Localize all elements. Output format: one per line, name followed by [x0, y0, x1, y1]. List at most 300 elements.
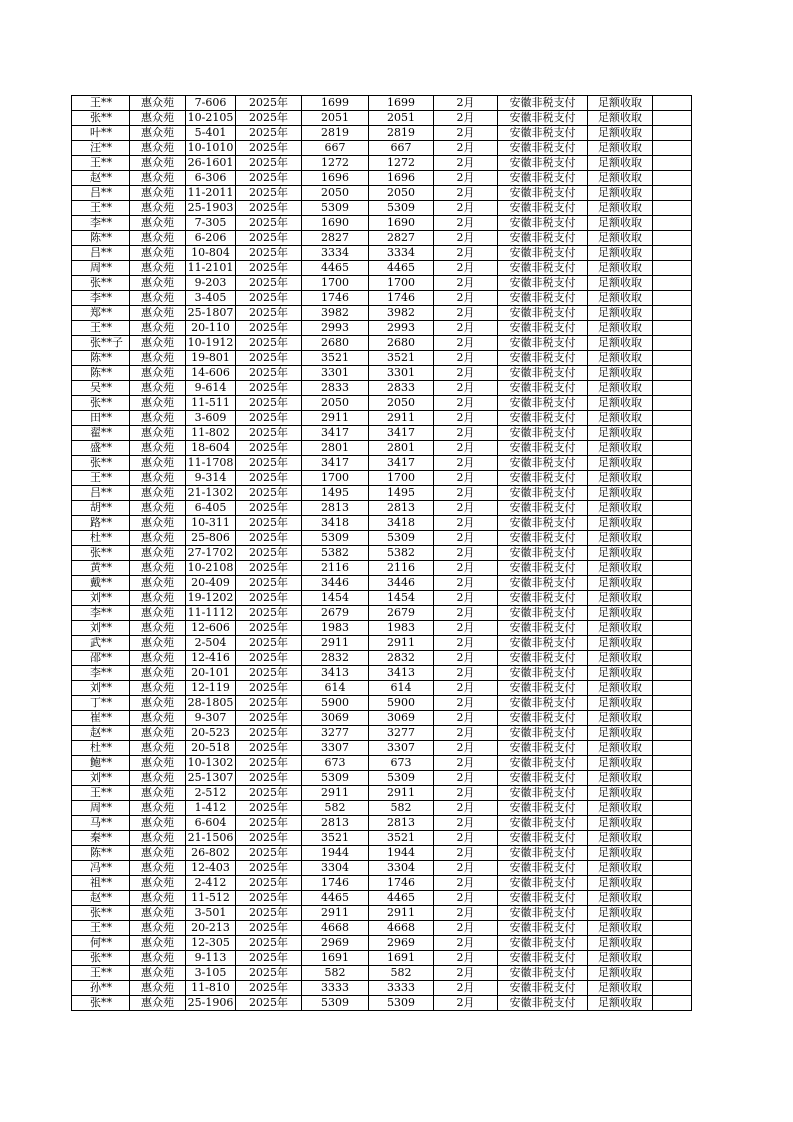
- table-row: [72, 816, 692, 831]
- empty-cell: [653, 126, 692, 141]
- month-cell: 2月: [434, 876, 498, 891]
- amount-due-cell: 5309: [302, 201, 369, 216]
- amount-paid-cell: 3334: [369, 246, 434, 261]
- table-row: [72, 771, 692, 786]
- month-cell: 2月: [434, 681, 498, 696]
- empty-cell: [653, 666, 692, 681]
- payment-method-cell: 安徽非税支付: [498, 336, 588, 351]
- amount-paid-cell: 2116: [369, 561, 434, 576]
- month-cell: 2月: [434, 411, 498, 426]
- year-cell: 2025年: [236, 396, 302, 411]
- table-row: [72, 666, 692, 681]
- community-cell: 惠众苑: [130, 291, 186, 306]
- month-cell: 2月: [434, 951, 498, 966]
- year-cell: 2025年: [236, 261, 302, 276]
- unit-cell: 3-501: [186, 906, 236, 921]
- name-cell: 王**: [72, 921, 130, 936]
- empty-cell: [653, 771, 692, 786]
- payment-method-cell: 安徽非税支付: [498, 636, 588, 651]
- community-cell: 惠众苑: [130, 141, 186, 156]
- year-cell: 2025年: [236, 651, 302, 666]
- amount-due-cell: 2911: [302, 906, 369, 921]
- unit-cell: 20-409: [186, 576, 236, 591]
- unit-cell: 14-606: [186, 366, 236, 381]
- amount-paid-cell: 3069: [369, 711, 434, 726]
- year-cell: 2025年: [236, 621, 302, 636]
- empty-cell: [653, 411, 692, 426]
- amount-due-cell: 3413: [302, 666, 369, 681]
- name-cell: 陈**: [72, 231, 130, 246]
- amount-due-cell: 2819: [302, 126, 369, 141]
- amount-due-cell: 5309: [302, 996, 369, 1011]
- payment-method-cell: 安徽非税支付: [498, 621, 588, 636]
- amount-paid-cell: 2680: [369, 336, 434, 351]
- empty-cell: [653, 246, 692, 261]
- payment-method-cell: 安徽非税支付: [498, 276, 588, 291]
- year-cell: 2025年: [236, 801, 302, 816]
- amount-due-cell: 2813: [302, 501, 369, 516]
- community-cell: 惠众苑: [130, 366, 186, 381]
- empty-cell: [653, 786, 692, 801]
- status-cell: 足额收取: [588, 216, 653, 231]
- name-cell: 崔**: [72, 711, 130, 726]
- empty-cell: [653, 981, 692, 996]
- year-cell: 2025年: [236, 126, 302, 141]
- amount-due-cell: 2911: [302, 786, 369, 801]
- empty-cell: [653, 861, 692, 876]
- status-cell: 足额收取: [588, 351, 653, 366]
- table-row: [72, 906, 692, 921]
- year-cell: 2025年: [236, 306, 302, 321]
- name-cell: 赵**: [72, 171, 130, 186]
- empty-cell: [653, 681, 692, 696]
- table-row: [72, 846, 692, 861]
- status-cell: 足额收取: [588, 201, 653, 216]
- year-cell: 2025年: [236, 411, 302, 426]
- amount-paid-cell: 2819: [369, 126, 434, 141]
- status-cell: 足额收取: [588, 621, 653, 636]
- unit-cell: 11-512: [186, 891, 236, 906]
- month-cell: 2月: [434, 906, 498, 921]
- unit-cell: 10-2105: [186, 111, 236, 126]
- table-row: [72, 276, 692, 291]
- amount-paid-cell: 3277: [369, 726, 434, 741]
- month-cell: 2月: [434, 936, 498, 951]
- table-row: [72, 711, 692, 726]
- month-cell: 2月: [434, 336, 498, 351]
- amount-paid-cell: 3982: [369, 306, 434, 321]
- empty-cell: [653, 636, 692, 651]
- payment-table: [71, 95, 692, 1011]
- year-cell: 2025年: [236, 711, 302, 726]
- amount-due-cell: 2801: [302, 441, 369, 456]
- status-cell: 足额收取: [588, 471, 653, 486]
- status-cell: 足额收取: [588, 501, 653, 516]
- year-cell: 2025年: [236, 516, 302, 531]
- month-cell: 2月: [434, 771, 498, 786]
- amount-paid-cell: 3446: [369, 576, 434, 591]
- year-cell: 2025年: [236, 936, 302, 951]
- month-cell: 2月: [434, 471, 498, 486]
- name-cell: 赵**: [72, 891, 130, 906]
- amount-paid-cell: 582: [369, 801, 434, 816]
- status-cell: 足额收取: [588, 231, 653, 246]
- month-cell: 2月: [434, 291, 498, 306]
- community-cell: 惠众苑: [130, 906, 186, 921]
- community-cell: 惠众苑: [130, 891, 186, 906]
- amount-due-cell: 667: [302, 141, 369, 156]
- community-cell: 惠众苑: [130, 606, 186, 621]
- payment-method-cell: 安徽非税支付: [498, 741, 588, 756]
- status-cell: 足额收取: [588, 756, 653, 771]
- status-cell: 足额收取: [588, 936, 653, 951]
- amount-due-cell: 1690: [302, 216, 369, 231]
- year-cell: 2025年: [236, 366, 302, 381]
- empty-cell: [653, 546, 692, 561]
- amount-due-cell: 3334: [302, 246, 369, 261]
- status-cell: 足额收取: [588, 696, 653, 711]
- payment-method-cell: 安徽非税支付: [498, 921, 588, 936]
- table-row: [72, 951, 692, 966]
- payment-method-cell: 安徽非税支付: [498, 321, 588, 336]
- status-cell: 足额收取: [588, 831, 653, 846]
- status-cell: 足额收取: [588, 396, 653, 411]
- month-cell: 2月: [434, 426, 498, 441]
- amount-paid-cell: 1700: [369, 276, 434, 291]
- month-cell: 2月: [434, 546, 498, 561]
- month-cell: 2月: [434, 966, 498, 981]
- amount-due-cell: 4465: [302, 261, 369, 276]
- amount-paid-cell: 2801: [369, 441, 434, 456]
- community-cell: 惠众苑: [130, 186, 186, 201]
- status-cell: 足额收取: [588, 681, 653, 696]
- unit-cell: 7-305: [186, 216, 236, 231]
- amount-due-cell: 1700: [302, 471, 369, 486]
- year-cell: 2025年: [236, 906, 302, 921]
- unit-cell: 20-213: [186, 921, 236, 936]
- year-cell: 2025年: [236, 996, 302, 1011]
- payment-method-cell: 安徽非税支付: [498, 426, 588, 441]
- month-cell: 2月: [434, 516, 498, 531]
- amount-due-cell: 1746: [302, 876, 369, 891]
- amount-due-cell: 2116: [302, 561, 369, 576]
- amount-due-cell: 2911: [302, 411, 369, 426]
- table-row: [72, 426, 692, 441]
- unit-cell: 20-101: [186, 666, 236, 681]
- community-cell: 惠众苑: [130, 96, 186, 111]
- amount-due-cell: 4465: [302, 891, 369, 906]
- table-row: [72, 246, 692, 261]
- status-cell: 足额收取: [588, 816, 653, 831]
- status-cell: 足额收取: [588, 246, 653, 261]
- empty-cell: [653, 441, 692, 456]
- unit-cell: 7-606: [186, 96, 236, 111]
- payment-method-cell: 安徽非税支付: [498, 876, 588, 891]
- amount-paid-cell: 2827: [369, 231, 434, 246]
- name-cell: 王**: [72, 156, 130, 171]
- amount-due-cell: 1746: [302, 291, 369, 306]
- month-cell: 2月: [434, 276, 498, 291]
- month-cell: 2月: [434, 306, 498, 321]
- amount-paid-cell: 2832: [369, 651, 434, 666]
- unit-cell: 10-1010: [186, 141, 236, 156]
- payment-method-cell: 安徽非税支付: [498, 756, 588, 771]
- table-body: [72, 96, 692, 1011]
- empty-cell: [653, 261, 692, 276]
- month-cell: 2月: [434, 981, 498, 996]
- payment-method-cell: 安徽非税支付: [498, 801, 588, 816]
- unit-cell: 11-810: [186, 981, 236, 996]
- table-row: [72, 726, 692, 741]
- unit-cell: 19-801: [186, 351, 236, 366]
- year-cell: 2025年: [236, 951, 302, 966]
- payment-method-cell: 安徽非税支付: [498, 966, 588, 981]
- amount-paid-cell: 2051: [369, 111, 434, 126]
- community-cell: 惠众苑: [130, 786, 186, 801]
- year-cell: 2025年: [236, 456, 302, 471]
- amount-due-cell: 4668: [302, 921, 369, 936]
- unit-cell: 6-405: [186, 501, 236, 516]
- table-row: [72, 876, 692, 891]
- status-cell: 足额收取: [588, 786, 653, 801]
- table-row: [72, 546, 692, 561]
- community-cell: 惠众苑: [130, 726, 186, 741]
- name-cell: 吕**: [72, 486, 130, 501]
- table-row: [72, 936, 692, 951]
- amount-due-cell: 3277: [302, 726, 369, 741]
- month-cell: 2月: [434, 591, 498, 606]
- payment-method-cell: 安徽非税支付: [498, 171, 588, 186]
- month-cell: 2月: [434, 996, 498, 1011]
- amount-due-cell: 2993: [302, 321, 369, 336]
- table-row: [72, 321, 692, 336]
- empty-cell: [653, 951, 692, 966]
- payment-method-cell: 安徽非税支付: [498, 576, 588, 591]
- table-row: [72, 501, 692, 516]
- amount-paid-cell: 1696: [369, 171, 434, 186]
- empty-cell: [653, 831, 692, 846]
- year-cell: 2025年: [236, 486, 302, 501]
- empty-cell: [653, 96, 692, 111]
- table-row: [72, 261, 692, 276]
- amount-due-cell: 2680: [302, 336, 369, 351]
- community-cell: 惠众苑: [130, 321, 186, 336]
- table-row: [72, 636, 692, 651]
- table-row: [72, 291, 692, 306]
- community-cell: 惠众苑: [130, 831, 186, 846]
- month-cell: 2月: [434, 636, 498, 651]
- table-row: [72, 141, 692, 156]
- year-cell: 2025年: [236, 381, 302, 396]
- name-cell: 王**: [72, 201, 130, 216]
- name-cell: 马**: [72, 816, 130, 831]
- unit-cell: 25-1807: [186, 306, 236, 321]
- month-cell: 2月: [434, 501, 498, 516]
- amount-due-cell: 2832: [302, 651, 369, 666]
- status-cell: 足额收取: [588, 996, 653, 1011]
- name-cell: 丁**: [72, 696, 130, 711]
- unit-cell: 20-523: [186, 726, 236, 741]
- year-cell: 2025年: [236, 231, 302, 246]
- payment-method-cell: 安徽非税支付: [498, 666, 588, 681]
- payment-method-cell: 安徽非税支付: [498, 306, 588, 321]
- amount-due-cell: 2911: [302, 636, 369, 651]
- status-cell: 足额收取: [588, 411, 653, 426]
- table-row: [72, 621, 692, 636]
- year-cell: 2025年: [236, 606, 302, 621]
- empty-cell: [653, 936, 692, 951]
- table-row: [72, 351, 692, 366]
- name-cell: 汪**: [72, 141, 130, 156]
- amount-paid-cell: 5309: [369, 531, 434, 546]
- community-cell: 惠众苑: [130, 966, 186, 981]
- unit-cell: 20-518: [186, 741, 236, 756]
- payment-method-cell: 安徽非税支付: [498, 441, 588, 456]
- name-cell: 张**: [72, 546, 130, 561]
- amount-due-cell: 5309: [302, 771, 369, 786]
- payment-method-cell: 安徽非税支付: [498, 996, 588, 1011]
- payment-method-cell: 安徽非税支付: [498, 981, 588, 996]
- unit-cell: 10-311: [186, 516, 236, 531]
- amount-due-cell: 2050: [302, 396, 369, 411]
- table-row: [72, 486, 692, 501]
- table-row: [72, 651, 692, 666]
- payment-method-cell: 安徽非税支付: [498, 711, 588, 726]
- table-row: [72, 111, 692, 126]
- amount-paid-cell: 1746: [369, 291, 434, 306]
- year-cell: 2025年: [236, 636, 302, 651]
- month-cell: 2月: [434, 141, 498, 156]
- status-cell: 足额收取: [588, 261, 653, 276]
- empty-cell: [653, 306, 692, 321]
- amount-paid-cell: 3333: [369, 981, 434, 996]
- year-cell: 2025年: [236, 426, 302, 441]
- month-cell: 2月: [434, 816, 498, 831]
- community-cell: 惠众苑: [130, 771, 186, 786]
- unit-cell: 25-1906: [186, 996, 236, 1011]
- community-cell: 惠众苑: [130, 501, 186, 516]
- amount-paid-cell: 2911: [369, 636, 434, 651]
- unit-cell: 12-606: [186, 621, 236, 636]
- year-cell: 2025年: [236, 741, 302, 756]
- amount-paid-cell: 3304: [369, 861, 434, 876]
- unit-cell: 11-802: [186, 426, 236, 441]
- empty-cell: [653, 396, 692, 411]
- table-row: [72, 216, 692, 231]
- unit-cell: 2-504: [186, 636, 236, 651]
- year-cell: 2025年: [236, 561, 302, 576]
- unit-cell: 9-614: [186, 381, 236, 396]
- month-cell: 2月: [434, 486, 498, 501]
- year-cell: 2025年: [236, 501, 302, 516]
- unit-cell: 12-119: [186, 681, 236, 696]
- status-cell: 足额收取: [588, 141, 653, 156]
- name-cell: 冯**: [72, 861, 130, 876]
- status-cell: 足额收取: [588, 771, 653, 786]
- payment-method-cell: 安徽非税支付: [498, 831, 588, 846]
- month-cell: 2月: [434, 201, 498, 216]
- amount-paid-cell: 1746: [369, 876, 434, 891]
- community-cell: 惠众苑: [130, 696, 186, 711]
- empty-cell: [653, 231, 692, 246]
- table-row: [72, 201, 692, 216]
- community-cell: 惠众苑: [130, 936, 186, 951]
- payment-method-cell: 安徽非税支付: [498, 411, 588, 426]
- community-cell: 惠众苑: [130, 276, 186, 291]
- month-cell: 2月: [434, 576, 498, 591]
- year-cell: 2025年: [236, 321, 302, 336]
- empty-cell: [653, 321, 692, 336]
- name-cell: 王**: [72, 96, 130, 111]
- amount-paid-cell: 5382: [369, 546, 434, 561]
- community-cell: 惠众苑: [130, 516, 186, 531]
- payment-method-cell: 安徽非税支付: [498, 561, 588, 576]
- empty-cell: [653, 726, 692, 741]
- amount-paid-cell: 2679: [369, 606, 434, 621]
- payment-method-cell: 安徽非税支付: [498, 486, 588, 501]
- name-cell: 陈**: [72, 366, 130, 381]
- name-cell: 秦**: [72, 831, 130, 846]
- table-row: [72, 306, 692, 321]
- name-cell: 戴**: [72, 576, 130, 591]
- year-cell: 2025年: [236, 966, 302, 981]
- month-cell: 2月: [434, 801, 498, 816]
- community-cell: 惠众苑: [130, 471, 186, 486]
- community-cell: 惠众苑: [130, 636, 186, 651]
- table-row: [72, 921, 692, 936]
- month-cell: 2月: [434, 441, 498, 456]
- name-cell: 武**: [72, 636, 130, 651]
- unit-cell: 10-2108: [186, 561, 236, 576]
- year-cell: 2025年: [236, 846, 302, 861]
- unit-cell: 6-604: [186, 816, 236, 831]
- table-row: [72, 681, 692, 696]
- empty-cell: [653, 531, 692, 546]
- amount-paid-cell: 1272: [369, 156, 434, 171]
- month-cell: 2月: [434, 126, 498, 141]
- unit-cell: 3-405: [186, 291, 236, 306]
- month-cell: 2月: [434, 246, 498, 261]
- payment-method-cell: 安徽非税支付: [498, 786, 588, 801]
- month-cell: 2月: [434, 381, 498, 396]
- amount-paid-cell: 2833: [369, 381, 434, 396]
- payment-method-cell: 安徽非税支付: [498, 291, 588, 306]
- year-cell: 2025年: [236, 756, 302, 771]
- amount-due-cell: 3301: [302, 366, 369, 381]
- payment-method-cell: 安徽非税支付: [498, 546, 588, 561]
- year-cell: 2025年: [236, 246, 302, 261]
- amount-paid-cell: 2993: [369, 321, 434, 336]
- name-cell: 叶**: [72, 126, 130, 141]
- amount-due-cell: 5382: [302, 546, 369, 561]
- payment-method-cell: 安徽非税支付: [498, 456, 588, 471]
- amount-due-cell: 3418: [302, 516, 369, 531]
- empty-cell: [653, 606, 692, 621]
- year-cell: 2025年: [236, 666, 302, 681]
- amount-due-cell: 3333: [302, 981, 369, 996]
- amount-due-cell: 5309: [302, 531, 369, 546]
- name-cell: 吕**: [72, 186, 130, 201]
- empty-cell: [653, 336, 692, 351]
- payment-method-cell: 安徽非税支付: [498, 126, 588, 141]
- year-cell: 2025年: [236, 591, 302, 606]
- name-cell: 胡**: [72, 501, 130, 516]
- status-cell: 足额收取: [588, 156, 653, 171]
- month-cell: 2月: [434, 846, 498, 861]
- year-cell: 2025年: [236, 531, 302, 546]
- year-cell: 2025年: [236, 861, 302, 876]
- unit-cell: 6-206: [186, 231, 236, 246]
